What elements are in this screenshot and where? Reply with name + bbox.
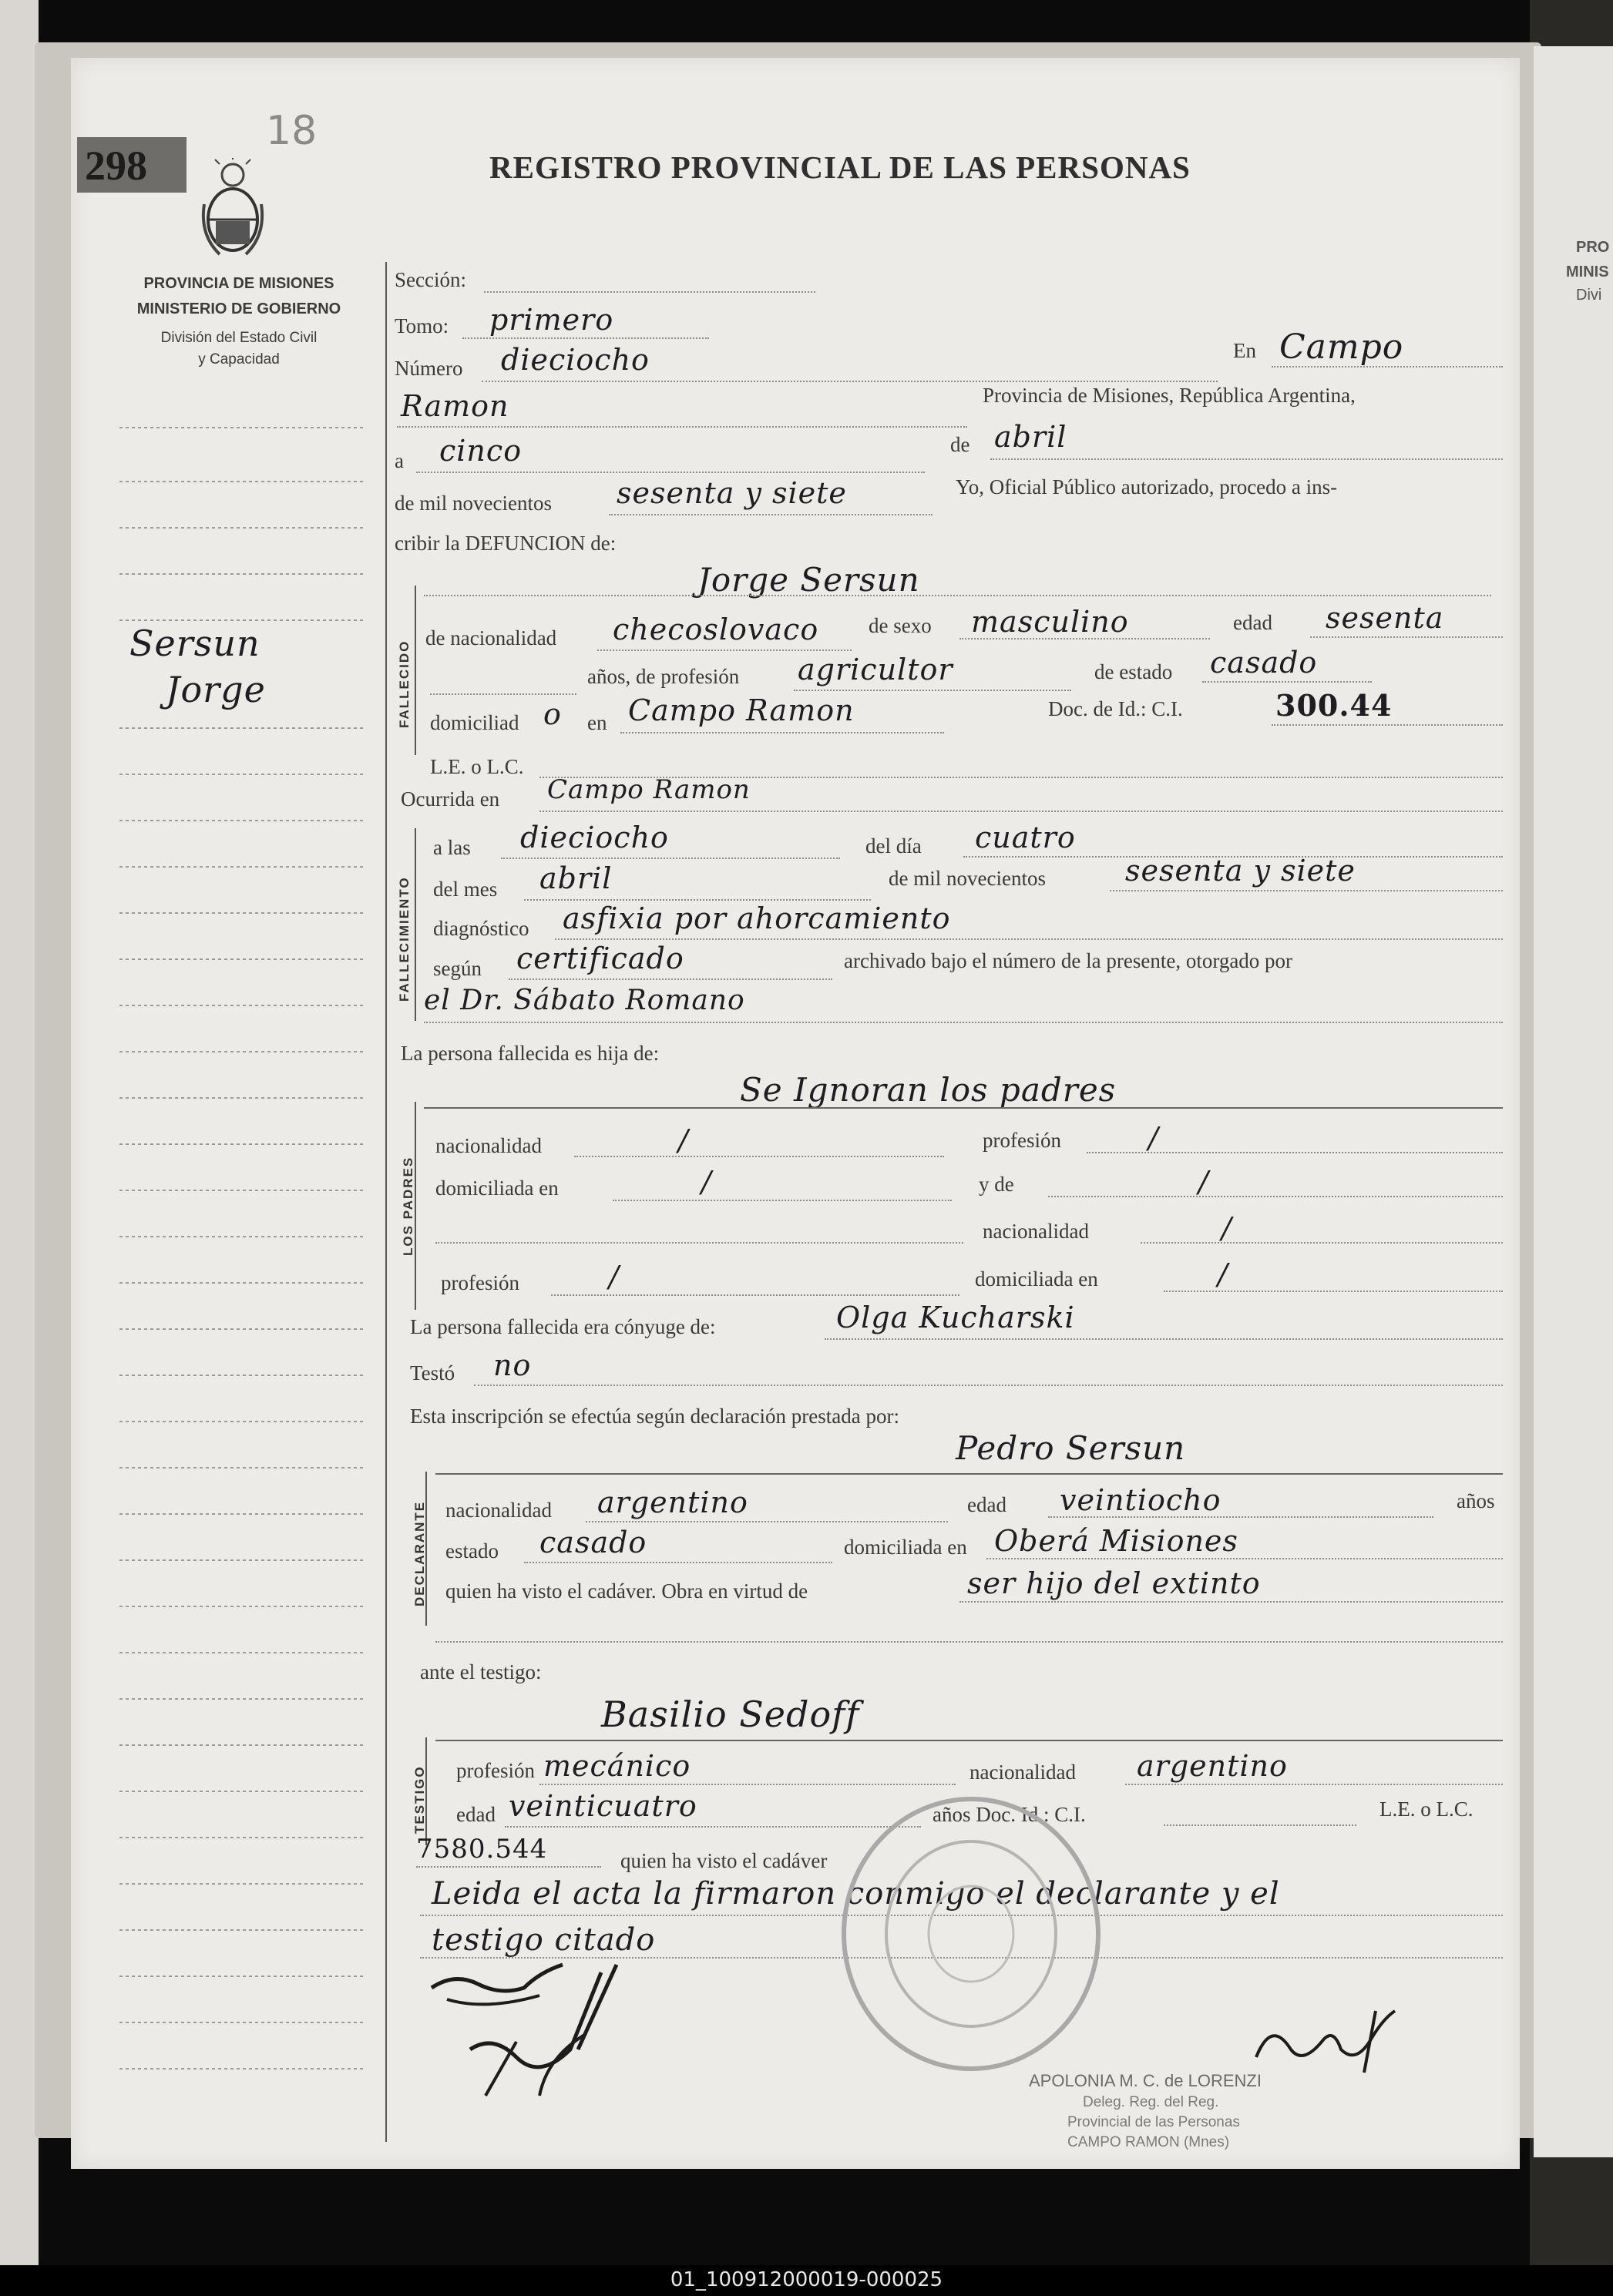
- declarante-virtud-line: [959, 1601, 1503, 1603]
- fallecimiento-section-label: FALLECIMIENTO: [397, 876, 412, 1002]
- declarante-domiciliada-label: domiciliada en: [844, 1536, 967, 1559]
- padres-profesion-label: profesión: [983, 1129, 1061, 1152]
- testo-value: no: [493, 1348, 532, 1382]
- seccion-line: [484, 291, 815, 293]
- domiciliado-label: domiciliad: [430, 711, 519, 734]
- adjacent-page-text: MINIS: [1566, 264, 1609, 280]
- a-label: a: [395, 449, 404, 472]
- testo-label: Testó: [410, 1361, 455, 1385]
- numero-line: [482, 381, 1218, 382]
- dia-line: [416, 472, 925, 473]
- anio-fall-line: [1110, 890, 1503, 891]
- ministry-heading: MINISTERIO DE GOBIERNO: [136, 300, 341, 317]
- mes-value: abril: [994, 420, 1067, 454]
- diagnostico-line: [555, 938, 1503, 940]
- estado-value: casado: [1210, 646, 1318, 680]
- mes-fall-value: abril: [539, 861, 613, 895]
- padres-domiciliada2-label: domiciliada en: [975, 1267, 1098, 1291]
- padres-slash: /: [1218, 1257, 1228, 1291]
- segun-label: según: [433, 957, 482, 980]
- domiciliado-suffix: o: [543, 697, 562, 731]
- sexo-value: masculino: [971, 605, 1129, 639]
- testigo-nacionalidad-value: argentino: [1137, 1749, 1288, 1783]
- folio-stamp: 298: [85, 143, 147, 189]
- otorgado-value: el Dr. Sábato Romano: [424, 985, 745, 1016]
- closing-line-1: Leida el acta la firmaron conmigo el declarante y el: [432, 1876, 1280, 1912]
- declarante-nacionalidad-label: nacionalidad: [445, 1499, 552, 1522]
- declarante-virtud-value: ser hijo del extinto: [967, 1566, 1261, 1600]
- declarante-domicilio-line: [986, 1558, 1503, 1559]
- testigo-section-label: TESTIGO: [412, 1765, 427, 1834]
- declarante-section-label: DECLARANTE: [412, 1500, 427, 1606]
- testigo-quien-label: quien ha visto el cadáver: [620, 1849, 828, 1872]
- adjacent-page-text: PRO: [1576, 239, 1610, 256]
- declaracion-label: Esta inscripción se efectúa según declaración prestada por:: [410, 1405, 899, 1428]
- adjacent-page-text: Divi: [1576, 287, 1602, 304]
- en-label: En: [1233, 339, 1256, 362]
- declarante-quien-label: quien ha visto el cadáver. Obra en virtud de: [445, 1579, 808, 1603]
- conyuge-value: Olga Kucharski: [836, 1301, 1075, 1334]
- padres-domiciliada-label: domiciliada en: [435, 1177, 559, 1200]
- padres-slash: /: [678, 1123, 689, 1157]
- domicilio-en-label: en: [587, 711, 607, 734]
- padres-profesion2-line: [551, 1294, 959, 1296]
- stamp-name: APOLONIA M. C. de LORENZI: [1029, 2071, 1262, 2090]
- anio-line: [609, 514, 933, 515]
- padres-nacionalidad2-line: [1141, 1242, 1503, 1244]
- padres-profesion-line: [1087, 1152, 1503, 1153]
- lugar2-line: [397, 426, 967, 428]
- desk-background: [0, 0, 39, 2265]
- padres-slash: /: [1148, 1121, 1159, 1155]
- testigo-profesion-label: profesión: [456, 1759, 535, 1782]
- sexo-label: de sexo: [869, 614, 932, 637]
- testigo-edad-label: edad: [456, 1803, 496, 1826]
- padres-domiciliada2-line: [1164, 1291, 1503, 1292]
- fallecido-section-label: FALLECIDO: [397, 639, 412, 728]
- inscribir-label: cribir la DEFUNCION de:: [395, 532, 617, 555]
- conyuge-label: La persona fallecida era cónyuge de:: [410, 1315, 716, 1338]
- del-dia-label: del día: [865, 834, 922, 858]
- declarante-edad-label: edad: [967, 1493, 1006, 1516]
- page-title: REGISTRO PROVINCIAL DE LAS PERSONAS: [489, 149, 1191, 185]
- archivado-label: archivado bajo el número de la presente, otorgado por: [844, 949, 1293, 972]
- testigo-le-lc-label: L.E. o L.C.: [1379, 1798, 1474, 1821]
- ocurrida-line: [539, 811, 1503, 812]
- nacionalidad-line: [597, 650, 852, 651]
- declarante-nacionalidad-line: [586, 1521, 948, 1522]
- folio-number: 18: [266, 108, 318, 154]
- ante-testigo-label: ante el testigo:: [420, 1660, 542, 1683]
- segun-line: [509, 978, 832, 980]
- anos-line: [430, 693, 576, 695]
- sexo-line: [959, 638, 1210, 639]
- main-column-rule: [385, 262, 387, 2142]
- domicilio-value: Campo Ramon: [628, 693, 855, 727]
- fallecimiento-rule: [415, 828, 416, 1021]
- estado-line: [1202, 681, 1372, 683]
- dia-fall-value: cuatro: [975, 821, 1076, 854]
- ocurrida-value: Campo Ramon: [547, 774, 751, 805]
- padres-yde-line: [1048, 1196, 1503, 1197]
- nacionalidad-label: de nacionalidad: [425, 626, 557, 650]
- declarante-signature: [424, 1942, 640, 2111]
- le-lc-label: L.E. o L.C.: [430, 755, 524, 778]
- testigo-edad-value: veinticuatro: [509, 1789, 697, 1823]
- declarante-estado-line: [524, 1562, 832, 1563]
- declarante-nacionalidad-value: argentino: [597, 1485, 748, 1519]
- margin-ruled-lines: [108, 416, 370, 2080]
- padres-section-label: LOS PADRES: [401, 1156, 415, 1256]
- tomo-value: primero: [489, 303, 614, 337]
- testigo-nacionalidad-label: nacionalidad: [969, 1761, 1076, 1784]
- province-heading: PROVINCIA DE MISIONES: [143, 275, 334, 292]
- fallecido-rule: [415, 586, 416, 755]
- profesion-label: años, de profesión: [587, 665, 740, 688]
- numero-label: Número: [395, 357, 463, 380]
- official-seal: [832, 1787, 1110, 2080]
- a-las-label: a las: [433, 836, 471, 859]
- del-mes-label: del mes: [433, 878, 498, 901]
- padres-blank-line: [435, 1242, 963, 1244]
- lugar-line: [1272, 366, 1503, 368]
- declarante-estado-label: estado: [445, 1539, 499, 1563]
- conyuge-line: [825, 1338, 1503, 1340]
- declarante-estado-value: casado: [539, 1526, 647, 1559]
- padres-domiciliada-line: [613, 1200, 952, 1201]
- hora-value: dieciocho: [520, 821, 669, 854]
- stamp-line: Provincial de las Personas: [1067, 2114, 1240, 2130]
- anio-value: sesenta y siete: [617, 476, 847, 510]
- doc-id-label: Doc. de Id.: C.I.: [1048, 697, 1183, 720]
- division-heading: y Capacidad: [198, 351, 280, 368]
- fallecido-nombre: Jorge Sersun: [697, 561, 920, 599]
- padres-slash: /: [1222, 1211, 1232, 1245]
- closing-line-2: testigo citado: [432, 1922, 656, 1958]
- declarante-domicilio-value: Oberá Misiones: [994, 1524, 1238, 1558]
- segun-value: certificado: [516, 942, 684, 975]
- padres-value: Se Ignoran los padres: [740, 1071, 1117, 1109]
- mes-fall-line: [524, 899, 871, 901]
- numero-value: dieciocho: [501, 343, 650, 377]
- estado-label: de estado: [1094, 660, 1173, 683]
- de-label: de: [950, 433, 970, 456]
- edad-line: [1310, 636, 1503, 638]
- testo-line: [474, 1385, 1503, 1386]
- declarante-anos-label: años: [1457, 1489, 1495, 1512]
- margin-note-surname: Sersun: [129, 623, 260, 664]
- padres-nacionalidad2-label: nacionalidad: [983, 1220, 1089, 1243]
- testigo-nacionalidad-line: [1125, 1784, 1503, 1785]
- dia-value: cinco: [439, 434, 523, 468]
- testigo-ci-value: 7580.544: [416, 1834, 548, 1865]
- adjacent-page: [1534, 46, 1613, 2157]
- testigo-doc-line: [1164, 1824, 1356, 1826]
- anio-fall-value: sesenta y siete: [1125, 854, 1356, 888]
- lugar2-value: Ramon: [401, 389, 509, 423]
- edad-value: sesenta: [1326, 601, 1444, 635]
- tomo-line: [462, 337, 709, 339]
- profesion-line: [794, 690, 1071, 691]
- hija-de-label: La persona fallecida es hija de:: [401, 1042, 660, 1065]
- declarante-nombre: Pedro Sersun: [956, 1429, 1186, 1467]
- domicilio-line: [620, 732, 944, 733]
- oficial-signature: [1248, 1996, 1403, 2080]
- padres-nacionalidad-label: nacionalidad: [435, 1134, 542, 1157]
- testigo-profesion-line: [539, 1784, 956, 1785]
- file-name: 01_100912000019-000025: [670, 2268, 943, 2291]
- diagnostico-label: diagnóstico: [433, 917, 529, 940]
- provincia-label: Provincia de Misiones, República Argentina,: [983, 384, 1356, 407]
- ci-value: 300.44: [1275, 688, 1393, 723]
- stamp-line: CAMPO RAMON (Mnes): [1067, 2134, 1230, 2150]
- padres-line: [424, 1107, 1503, 1109]
- nacionalidad-value: checoslovaco: [613, 613, 819, 646]
- oficial-label: Yo, Oficial Público autorizado, procedo a ins-: [956, 475, 1338, 498]
- ci-line: [1272, 724, 1503, 726]
- division-heading: División del Estado Civil: [160, 330, 318, 346]
- otorgado-line: [424, 1022, 1503, 1023]
- blank-line: [435, 1641, 1503, 1643]
- coat-of-arms-icon: [197, 158, 270, 262]
- margin-note-name: Jorge: [166, 669, 266, 710]
- testigo-profesion-value: mecánico: [543, 1749, 691, 1783]
- padres-slash: /: [701, 1165, 712, 1199]
- declarante-line: [435, 1473, 1503, 1475]
- ocurrida-label: Ocurrida en: [401, 787, 500, 811]
- stamp-line: Deleg. Reg. del Reg.: [1083, 2094, 1219, 2110]
- tomo-label: Tomo:: [395, 314, 449, 337]
- seccion-label: Sección:: [395, 268, 466, 291]
- testigo-line: [435, 1740, 1503, 1741]
- padres-nacionalidad-line: [574, 1156, 944, 1157]
- testigo-ci-line: [416, 1866, 601, 1868]
- padres-slash: /: [609, 1260, 620, 1294]
- nombre-line: [424, 595, 1491, 596]
- lugar-value: Campo: [1279, 327, 1404, 367]
- profesion-value: agricultor: [798, 653, 953, 686]
- declarante-edad-line: [1048, 1516, 1433, 1518]
- de-mil-label: de mil novecientos: [395, 492, 552, 515]
- edad-label: edad: [1233, 611, 1272, 634]
- declarante-edad-value: veintiocho: [1060, 1483, 1222, 1517]
- padres-slash: /: [1198, 1165, 1209, 1199]
- mes-line: [990, 458, 1503, 460]
- testigo-nombre: Basilio Sedoff: [601, 1693, 860, 1735]
- padres-profesion2-label: profesión: [441, 1271, 519, 1294]
- diagnostico-value: asfixia por ahorcamiento: [563, 901, 951, 935]
- testigo-doc-label: años Doc. Id.: C.I.: [933, 1803, 1086, 1826]
- de-mil-fall-label: de mil novecientos: [889, 867, 1046, 890]
- padres-yde-label: y de: [979, 1173, 1014, 1196]
- hora-line: [501, 858, 840, 859]
